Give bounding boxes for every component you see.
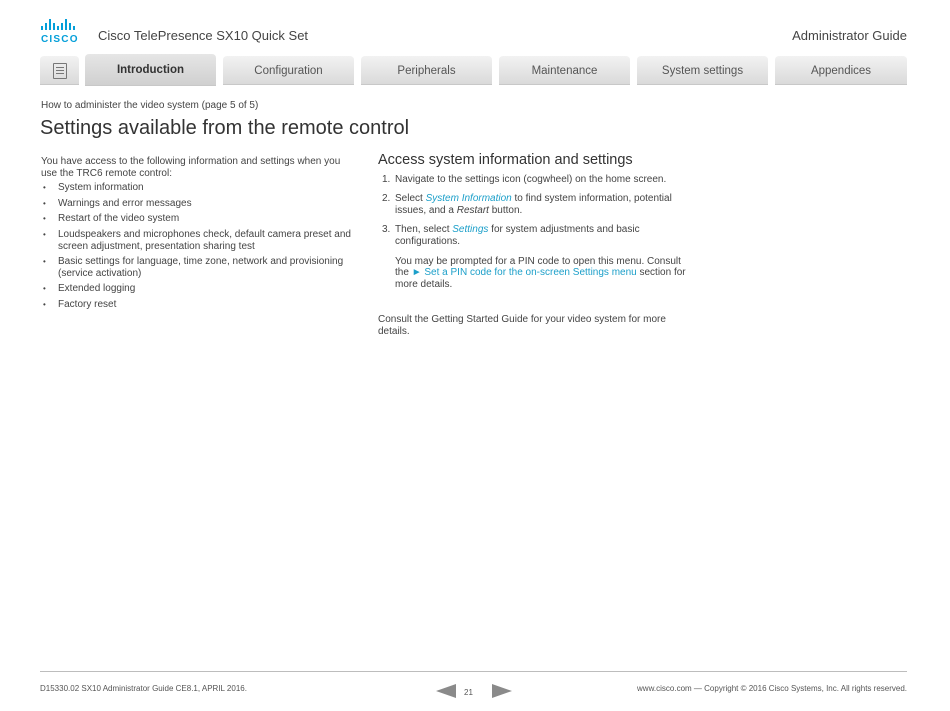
step-number: 3. bbox=[382, 224, 391, 236]
footer-divider bbox=[40, 671, 907, 672]
guide-title: Administrator Guide bbox=[792, 28, 907, 43]
step-text: Then, select bbox=[395, 224, 453, 236]
footer-copyright: www.cisco.com — Copyright © 2016 Cisco Systems, Inc. All rights reserved. bbox=[637, 684, 907, 693]
section-tabs bbox=[40, 56, 907, 85]
right-column bbox=[378, 152, 688, 338]
list-item: • Loudspeakers and microphones check, default camera preset and screen adjustment, presentation sharing test bbox=[41, 229, 351, 252]
list-item: • Extended logging bbox=[41, 283, 351, 295]
svg-text:CISCO: CISCO bbox=[41, 34, 79, 44]
left-column bbox=[41, 156, 351, 315]
step-text: Select bbox=[395, 193, 426, 205]
step-text: Navigate to the settings icon (cogwheel) on the home screen. bbox=[395, 173, 667, 185]
tab-configuration[interactable]: Configuration bbox=[223, 56, 354, 85]
section-heading: Access system information and settings bbox=[378, 152, 633, 168]
breadcrumb: How to administer the video system (page 5 of 5) bbox=[41, 100, 259, 111]
note-text: section for more details. bbox=[395, 267, 686, 290]
document-icon bbox=[53, 63, 67, 79]
feature-list bbox=[41, 182, 351, 310]
step-2 bbox=[378, 193, 688, 216]
tab-appendices[interactable]: Appendices bbox=[775, 56, 907, 85]
step-number: 1. bbox=[382, 173, 391, 185]
system-information-link[interactable]: System Information bbox=[425, 193, 512, 205]
list-item: • Factory reset bbox=[41, 299, 351, 311]
page-title: Settings available from the remote control bbox=[40, 117, 410, 139]
step-text: to find system information, potential issues, and a bbox=[395, 193, 672, 216]
page-header bbox=[0, 0, 950, 56]
set-pin-code-link[interactable]: ► Set a PIN code for the on-screen Settings menu bbox=[411, 267, 637, 279]
footer-document-id: D15330.02 SX10 Administrator Guide CE8.1, APRIL 2016. bbox=[40, 684, 247, 693]
tab-maintenance[interactable]: Maintenance bbox=[499, 56, 630, 85]
tab-introduction[interactable]: Introduction bbox=[85, 54, 216, 86]
tab-system-settings[interactable]: System settings bbox=[637, 56, 768, 85]
settings-link[interactable]: Settings bbox=[452, 224, 489, 236]
document-title: Cisco TelePresence SX10 Quick Set bbox=[98, 28, 309, 43]
list-item: • System information bbox=[41, 182, 351, 194]
list-item: • Warnings and error messages bbox=[41, 198, 351, 210]
consult-text: Consult the Getting Started Guide for your video system for more details. bbox=[378, 314, 666, 337]
previous-page-icon[interactable] bbox=[436, 684, 456, 698]
step-1 bbox=[378, 174, 688, 186]
step-text: for system adjustments and basic configurations. bbox=[395, 224, 640, 247]
tab-peripherals[interactable]: Peripherals bbox=[361, 56, 492, 85]
step-3 bbox=[378, 224, 688, 290]
step-number: 2. bbox=[382, 193, 391, 205]
note-text: You may be prompted for a PIN code to open this menu. Consult the bbox=[395, 255, 681, 279]
list-item: • Basic settings for language, time zone, network and provisioning (service activation) bbox=[41, 256, 351, 279]
list-item: • Restart of the video system bbox=[41, 213, 351, 225]
page-number: 21 bbox=[464, 688, 473, 697]
table-of-contents-button[interactable] bbox=[40, 56, 79, 85]
intro-text: You have access to the following information and settings when you use the TRC6 remote control: bbox=[41, 156, 341, 179]
step-text: button. bbox=[488, 204, 523, 216]
next-page-icon[interactable] bbox=[492, 684, 512, 698]
steps-list bbox=[378, 174, 688, 291]
restart-term: Restart bbox=[456, 204, 489, 216]
cisco-logo bbox=[40, 18, 84, 44]
pin-note bbox=[395, 256, 688, 291]
